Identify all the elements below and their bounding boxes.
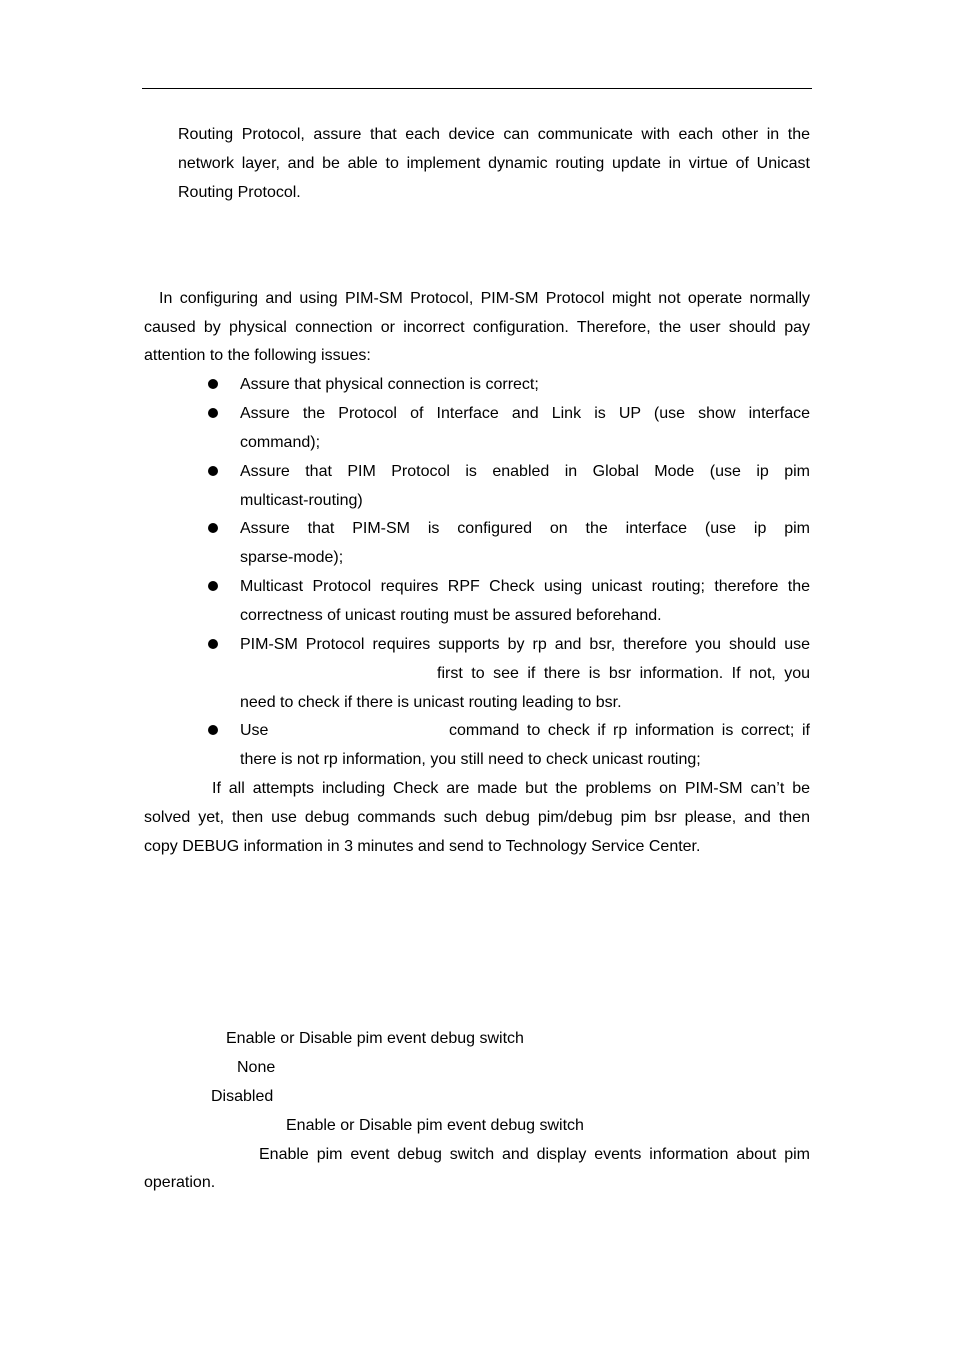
bullet-5-line-2: correctness of unicast routing must be assured beforehand. [240,607,662,624]
bullet-7-line-1a: Use [240,722,269,739]
bullet-6-line-3: need to check if there is unicast routing leading to bsr. [240,694,622,711]
bullet-6-line-1: PIM-SM Protocol requires supports by rp and bsr, therefore you should use [240,636,810,653]
bullet-2-line-1: Assure the Protocol of Interface and Link is UP (use show interface [240,405,810,422]
bullet-7-line-1b: command to check if rp information is correct; if [449,722,810,739]
bullet-5-line-1: Multicast Protocol requires RPF Check using unicast routing; therefore the [240,578,810,595]
issues-line-3: attention to the following issues: [144,347,371,364]
bullet-dot [208,466,218,476]
closing-line-3: copy DEBUG information in 3 minutes and send to Technology Service Center. [144,838,701,855]
bullet-2-line-2: command); [240,434,321,451]
bullet-4-line-1: Assure that PIM-SM is configured on the interface (use ip pim [240,520,810,537]
bullet-dot [208,523,218,533]
header-rule [142,88,812,89]
bullet-dot [208,408,218,418]
command-function: Enable or Disable pim event debug switch [226,1030,524,1047]
bullet-6-line-2: first to see if there is bsr information. If not, you [437,665,810,682]
intro-line-2: network layer, and be able to implement dynamic routing update in virtue of Unicast [178,155,810,172]
intro-line-1: Routing Protocol, assure that each device can communicate with each other in the [178,126,810,143]
intro-line-3: Routing Protocol. [178,184,301,201]
bullet-dot [208,639,218,649]
command-example-line-1: Enable pim event debug switch and display events information about pim [259,1146,810,1163]
closing-line-2: solved yet, then use debug commands such debug pim/debug pim bsr please, and then [144,809,810,826]
bullet-dot [208,581,218,591]
issues-line-2: caused by physical connection or incorrect configuration. Therefore, the user should pay [144,319,810,336]
bullet-3-line-1: Assure that PIM Protocol is enabled in Global Mode (use ip pim [240,463,810,480]
command-parameter: None [237,1059,276,1076]
command-default: Disabled [211,1088,274,1105]
command-example-line-2: operation. [144,1174,216,1191]
bullet-7-line-2: there is not rp information, you still need to check unicast routing; [240,751,701,768]
closing-line-1: If all attempts including Check are made but the problems on PIM-SM can’t be [212,780,810,797]
command-usage: Enable or Disable pim event debug switch [286,1117,584,1134]
bullet-dot [208,379,218,389]
bullet-4-line-2: sparse-mode); [240,549,344,566]
bullet-3-line-2: multicast-routing) [240,492,363,509]
bullet-dot [208,725,218,735]
issues-line-1: In configuring and using PIM-SM Protocol, PIM-SM Protocol might not operate normally [159,290,810,307]
bullet-1-line-1: Assure that physical connection is correct; [240,376,539,393]
